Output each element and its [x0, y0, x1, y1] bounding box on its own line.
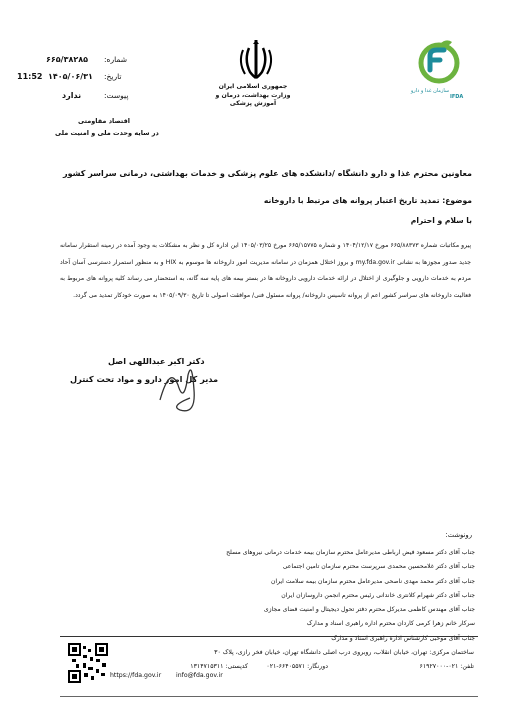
footer-fax: دورنگار: ۶۶۴۰۵۵۷۱-۰۲۱ — [266, 663, 328, 670]
handwritten-signature — [150, 360, 210, 420]
date-label: تاریخ: — [104, 72, 122, 81]
cc-item: جناب آقای مهندس کاظمی مدیرکل محترم دفتر تحول دیجیتال و امنیت فضای مجازی — [263, 606, 475, 614]
ifda-caption: سازمان غذا و دارو — [410, 88, 450, 94]
cc-list — [130, 546, 475, 646]
date-value: ۱۴۰۵/۰۶/۳۱ — [48, 72, 93, 81]
ministry-line-2: وزارت بهداشت، درمان و آموزش پزشکی — [215, 91, 291, 107]
cc-item: جناب آقای موحبی کارشناس اداره راهبری اسناد و مدارک — [331, 634, 475, 642]
signer-title: مدیر کل امور دارو و مواد تحت کنترل — [70, 374, 219, 384]
attachment-label: پیوست: — [104, 91, 129, 100]
ifda-logo-mark-icon — [410, 38, 468, 88]
letter-footer — [60, 636, 478, 689]
slogan-line-1: اقتصاد مقاومتی — [78, 117, 131, 125]
footer-website[interactable]: https://fda.gov.ir — [110, 672, 162, 679]
slogan-line-2: در سایه وحدت ملی و امنیت ملی — [55, 129, 159, 137]
qr-code-icon — [68, 643, 108, 683]
number-label: شماره: — [104, 55, 127, 64]
body-paragraph: پیرو مکاتبات شماره ۶۶۵/۸۸۳۷۳ مورخ ۱۴۰۴/۱۲/۱۷ و شماره ۶۶۵/۱۵۷۷۵ مورخ ۱۴۰۵/۰۳/۲۵ این اداره کل و نظر به مشکلات به وجود آمده در زمینه استقرار سامانه جدید صدور مجوزها به نشانی my.fda.gov.ir و بروز اختلال همزمان در سامانه مدیریت امور داروخانه ها موسوم به HIX و به منظور استمرار دسترسی آسان آحاد مردم به خدمات دارویی و جلوگیری از اختلال در ارائه خدمات دارویی داروخانه ها در بستر بیمه های پایه سه گانه، به استحضار می رساند کلیه پروانه های مربوط به فعالیت داروخانه های سراسر کشور اعم از پروانه تاسیس داروخانه/ پروانه مسئول فنی/ موافقت اصولی تا تاریخ ۱۴۰۵/۰۹/۳۰ به صورت خودکار تمدید می گردد. — [60, 242, 472, 299]
letter-body — [60, 238, 471, 304]
ifda-logo — [410, 38, 468, 104]
time-value: 11:52 — [17, 72, 43, 81]
number-value: ۶۶۵/۳۸۲۸۵ — [46, 55, 88, 64]
footer-address: ساختمان مرکزی: تهران، خیابان انقلاب، روبروی درب اصلی دانشگاه تهران، خیابان فخر رازی، پلاک ۳۰ — [214, 649, 474, 656]
footer-email[interactable]: info@fda.gov.ir — [176, 672, 223, 679]
cc-item: جناب آقای دکتر شهرام کلانتری خاندانی رئیس محترم انجمن داروسازان ایران — [281, 591, 475, 599]
signer-name: دکتر اکبر عبداللهی اصل — [108, 356, 205, 366]
ifda-abbrev: IFDA — [450, 94, 464, 100]
footer-phone: تلفن: ۰۲۱-۶۱۹۲۷۰۰۰ — [419, 663, 474, 670]
cc-item: جناب آقای دکتر محمد مهدی ناصحی مدیرعامل محترم سازمان بیمه سلامت ایران — [270, 577, 475, 585]
cc-item: جناب آقای دکتر مسعود فیض ارباطی مدیرعامل محترم سازمان بیمه خدمات درمانی نیروهای مسلح — [226, 549, 475, 556]
greeting: با سلام و احترام — [410, 216, 472, 225]
footer-postal-code: کدپستی: ۱۳۱۴۷۱۵۳۱۱ — [190, 663, 248, 670]
ministry-line-1: جمهوری اسلامی ایران — [218, 83, 288, 90]
cc-item: سرکار خانم زهرا کرمی کاردان محترم اداره راهبری اسناد و مدارک — [306, 620, 475, 628]
cc-title: رونوشت: — [445, 531, 472, 539]
iran-emblem-icon — [236, 38, 276, 82]
footer-divider — [60, 696, 478, 697]
addressee: معاونین محترم غذا و دارو دانشگاه /دانشکده های علوم پزشکی و خدمات بهداشتی، درمانی سراسر کشور — [63, 169, 472, 178]
ministry-title — [208, 83, 298, 109]
cc-item: جناب آقای دکتر غلامحسین محمدی سرپرست محترم سازمان تامین اجتماعی — [282, 563, 475, 571]
subject-line: موضوع: تمدید تاریخ اعتبار پروانه های مرتبط با داروخانه — [263, 196, 472, 205]
attachment-value: ندارد — [62, 91, 82, 100]
